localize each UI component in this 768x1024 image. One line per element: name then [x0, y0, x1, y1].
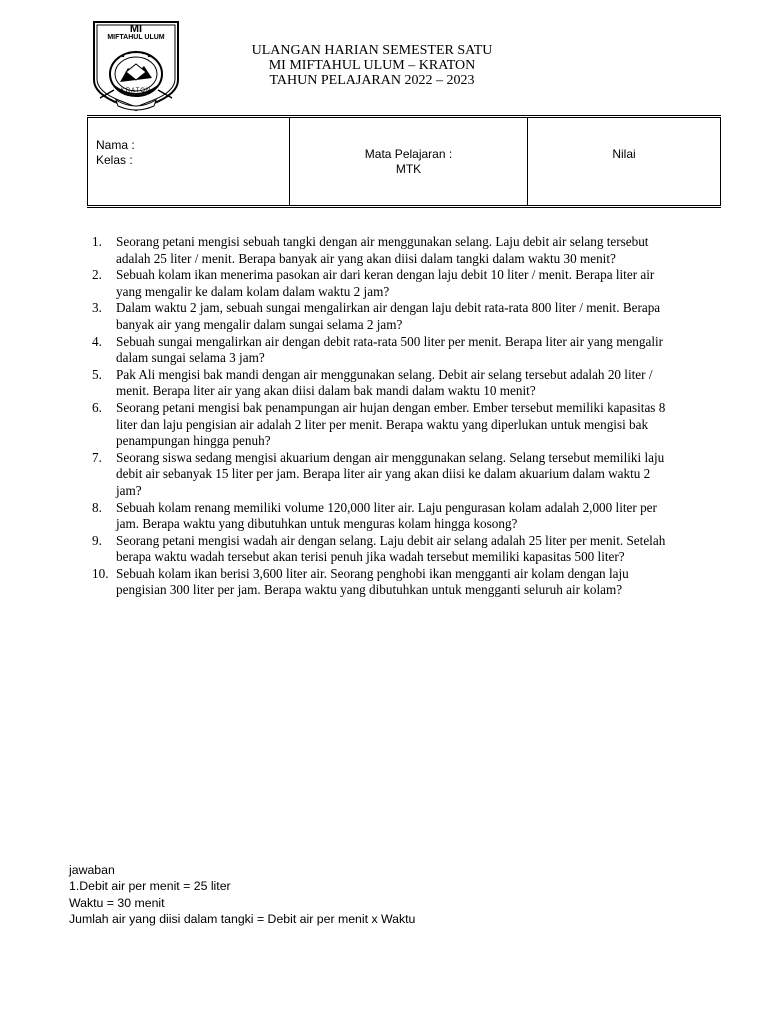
question-text: Sebuah kolam renang memiliki volume 120,000 liter air. Laju pengurasan kolam adalah 2,000 liter per jam. Berapa waktu yang dibutuhkan untuk menguras kolam hingga kosong? [116, 499, 657, 532]
header-exam-title: ULANGAN HARIAN SEMESTER SATU [251, 43, 493, 58]
subject-label: Mata Pelajaran : [364, 147, 453, 161]
question-item [88, 367, 678, 400]
question-text: Sebuah sungai mengalirkan air dengan debit rata-rata 500 liter per menit. Berapa liter air yang mengalir dalam sungai selama 3 jam? [116, 333, 664, 366]
question-text: Sebuah kolam ikan menerima pasokan air dari keran dengan laju debit 10 liter / menit. Berapa liter air yang mengalir ke dalam kolam dalam waktu 2 jam? [116, 267, 655, 299]
logo-text-school: MIFTAHUL ULUM [107, 34, 165, 41]
student-info-table [87, 115, 721, 208]
answer-heading: jawaban [69, 863, 115, 877]
question-item [88, 533, 678, 566]
logo-text-mi: MI [129, 23, 143, 35]
name-label: Nama : [96, 138, 135, 152]
answer-line: 1.Debit air per menit = 25 liter [69, 879, 231, 894]
question-text: Seorang siswa sedang mengisi akuarium dengan air menggunakan selang. Selang tersebut memiliki laju debit air sebanyak 15 liter per jam. Berapa liter air yang akan diisi ke dalam akuarium dalam waktu 2 jam? [116, 449, 665, 498]
question-item [88, 566, 678, 599]
question-number: 3. [92, 300, 102, 316]
question-item [88, 500, 678, 533]
question-number: 4. [92, 333, 102, 349]
answer-line: Jumlah air yang diisi dalam tangki = Debit air per menit x Waktu [69, 912, 416, 927]
question-text: Pak Ali mengisi bak mandi dengan air menggunakan selang. Debit air selang tersebut adalah 20 liter / menit. Berapa liter air yang akan diisi dalam bak mandi dalam waktu 10 menit? [116, 366, 653, 399]
header-school-name: MI MIFTAHUL ULUM – KRATON [268, 58, 476, 73]
question-text: Dalam waktu 2 jam, sebuah sungai mengalirkan air dengan laju debit rata-rata 800 liter / menit. Berapa banyak air yang mengalir dalam sungai selama 2 jam? [116, 300, 661, 332]
question-item [88, 334, 678, 367]
question-number: 5. [92, 366, 102, 382]
document-header [222, 43, 522, 88]
class-label: Kelas : [96, 153, 133, 167]
subject-value: MTK [395, 162, 422, 176]
answer-line: Waktu = 30 menit [69, 895, 165, 910]
question-item [88, 400, 678, 450]
question-text: Seorang petani mengisi bak penampungan air hujan dengan ember. Ember tersebut memiliki kapasitas 8 liter dan laju pengisian air adalah 2 liter per menit. Berapa waktu yang diperlukan untuk mengisi bak penampungan hingga penuh? [116, 399, 666, 449]
student-identity-cell [87, 118, 290, 205]
answer-section [69, 862, 709, 928]
question-item [88, 234, 678, 267]
question-number: 1. [92, 234, 102, 249]
question-number: 6. [92, 399, 102, 415]
question-number: 9. [92, 532, 102, 548]
score-cell [528, 118, 721, 205]
question-list [88, 234, 678, 599]
question-number: 2. [92, 267, 102, 283]
subject-cell [290, 118, 528, 205]
question-text: Sebuah kolam ikan berisi 3,600 liter air. Seorang penghobi ikan mengganti air kolam dengan laju pengisian 300 liter per jam. Berapa waktu yang dibutuhkan untuk mengganti seluruh air kolam? [116, 565, 629, 598]
question-number: 8. [92, 499, 102, 515]
question-number: 10. [92, 565, 109, 581]
score-label: Nilai [612, 147, 636, 161]
logo-text-location: KRATON [120, 88, 152, 94]
question-item [88, 267, 678, 300]
question-number: 7. [92, 449, 102, 465]
question-item [88, 450, 678, 500]
question-text: Seorang petani mengisi wadah air dengan selang. Laju debit air selang adalah 25 liter per menit. Setelah berapa waktu wadah tersebut akan terisi penuh jika wadah tersebut memiliki kapasitas 500 liter? [116, 532, 666, 565]
header-school-year: TAHUN PELAJARAN 2022 – 2023 [269, 73, 475, 88]
question-text: Seorang petani mengisi sebuah tangki dengan air menggunakan selang. Laju debit air selang tersebut adalah 25 liter / menit. Berapa banyak air yang akan diisi dalam tangki dalam waktu 30 menit? [116, 234, 649, 266]
question-item [88, 300, 678, 333]
